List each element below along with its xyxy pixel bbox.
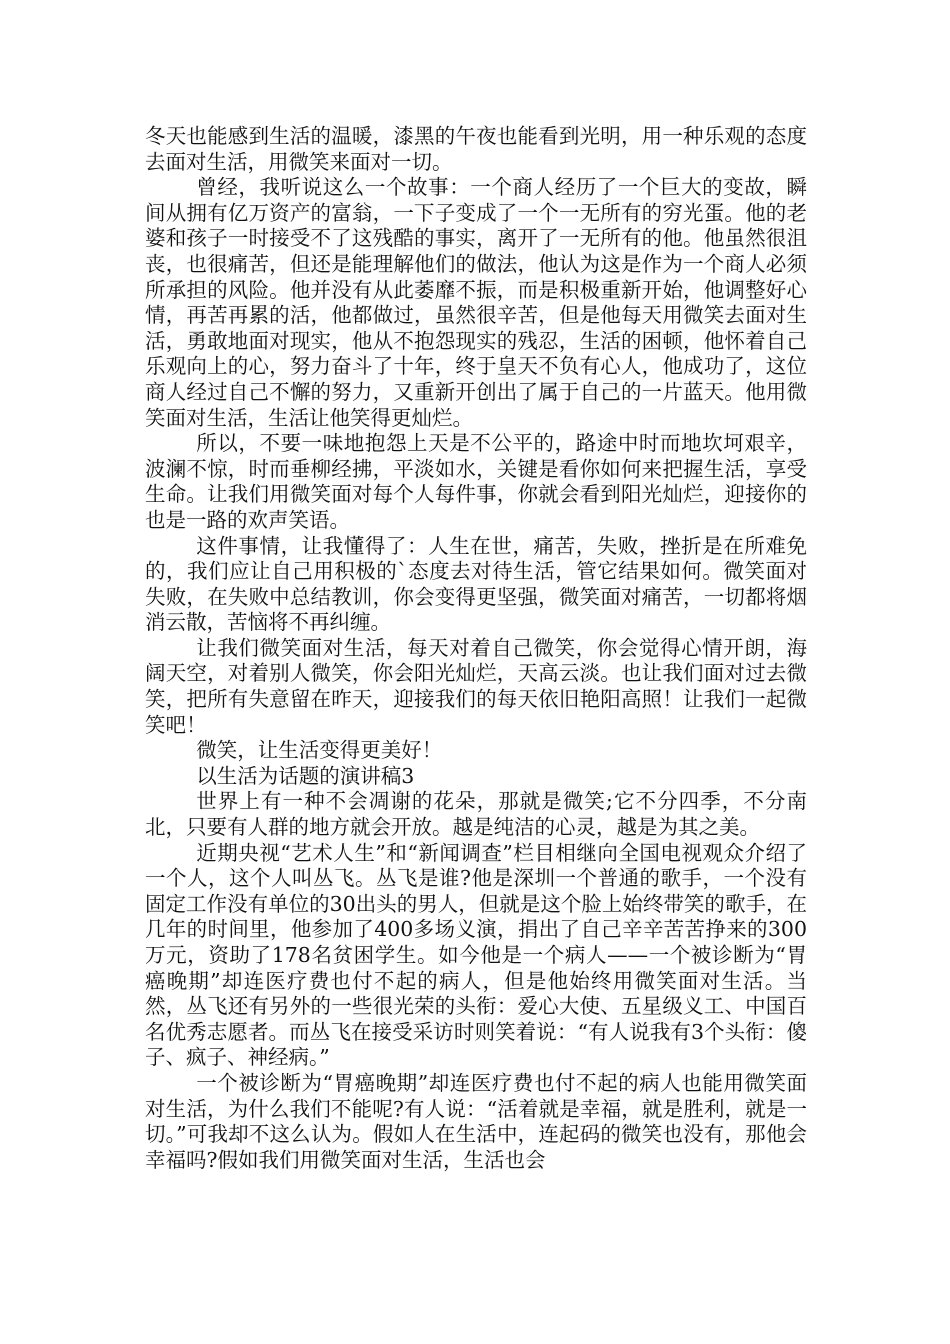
paragraph-dont-complain: 所以，不要一味地抱怨上天是不公平的，路途中时而地坎坷艰辛，波澜不惊，时而垂柳经拂，平淡如水，关键是看你如何来把握生活，享受生命。让我们用微笑面对每个人每件事，你就会看到阳光灿烂，迎接你的也是一路的欢声笑语。 bbox=[145, 431, 807, 532]
paragraph-smile-at-life: 让我们微笑面对生活，每天对着自己微笑，你会觉得心情开朗，海阔天空，对着别人微笑，你会阳光灿烂，天高云淡。也让我们面对过去微笑，把所有失意留在昨天，迎接我们的每天依旧艳阳高照！让我们一起微笑吧！ bbox=[145, 635, 807, 737]
closing-line: 微笑，让生活变得更美好！ bbox=[196, 738, 443, 763]
paragraph-merchant-story: 曾经，我听说这么一个故事：一个商人经历了一个巨大的变故，瞬间从拥有亿万资产的富翁，一下子变成了一个一无所有的穷光蛋。他的老婆和孩子一时接受不了这残酷的事实，离开了一无所有的他。他虽然很沮丧，也很痛苦，但还是能理解他们的做法，他认为这是作为一个商人必须所承担的风险。他并没有从此萎靡不振，而是积极重新开始，他调整好心情，再苦再累的活，他都做过，虽然很辛苦，但是他每天用微笑去面对生活，勇敢地面对现实，他从不抱怨现实的残忍，生活的困顿，他怀着自己乐观向上的心，努力奋斗了十年，终于皇天不负有心人，他成功了，这位商人经过自己不懈的努力，又重新开创出了属于自己的一片蓝天。他用微笑面对生活，生活让他笑得更灿烂。 bbox=[145, 175, 807, 430]
paragraph-why-not-us: 一个被诊断为“胃癌晚期”却连医疗费也付不起的病人也能用微笑面对生活，为什么我们不能呢?有人说：“活着就是幸福，就是胜利，就是一切。”可我却不这么认为。假如人在生活中，连起码的微笑也没有，那他会幸福吗?假如我们用微笑面对生活，生活也会 bbox=[145, 1070, 807, 1172]
section-title: 以生活为话题的演讲稿3 bbox=[196, 763, 415, 788]
paragraph-unfading-flower: 世界上有一种不会凋谢的花朵，那就是微笑;它不分四季，不分南北，只要有人群的地方就会开放。越是纯洁的心灵，越是为其之美。 bbox=[145, 789, 807, 840]
paragraph-continued: 冬天也能感到生活的温暖，漆黑的午夜也能看到光明，用一种乐观的态度去面对生活，用微笑来面对一切。 bbox=[145, 124, 807, 174]
paragraph-lesson: 这件事情，让我懂得了：人生在世，痛苦，失败，挫折是在所难免的，我们应让自己用积极的`态度去对待生活，管它结果如何。微笑面对失败，在失败中总结教训，你会变得更坚强，微笑面对痛苦，一切都将烟消云散，苦恼将不再纠缠。 bbox=[145, 533, 807, 635]
paragraph-cong-fei: 近期央视“艺术人生”和“新闻调查”栏目相继向全国电视观众介绍了一个人，这个人叫丛飞。丛飞是谁?他是深圳一个普通的歌手，一个没有固定工作没有单位的30出头的男人，但就是这个脸上始终带笑的歌手，在几年的时间里，他参加了400多场义演，捐出了自己辛辛苦苦挣来的300万元，资助了178名贫困学生。如今他是一个病人——一个被诊断为“胃癌晚期”却连医疗费也付不起的病人，但是他始终用微笑面对生活。当然，丛飞还有另外的一些很光荣的头衔：爱心大使、五星级义工、中国百名优秀志愿者。而丛飞在接受采访时则笑着说：“有人说我有3个头衔：傻子、疯子、神经病。” bbox=[145, 840, 807, 1070]
document-body bbox=[145, 124, 807, 1173]
